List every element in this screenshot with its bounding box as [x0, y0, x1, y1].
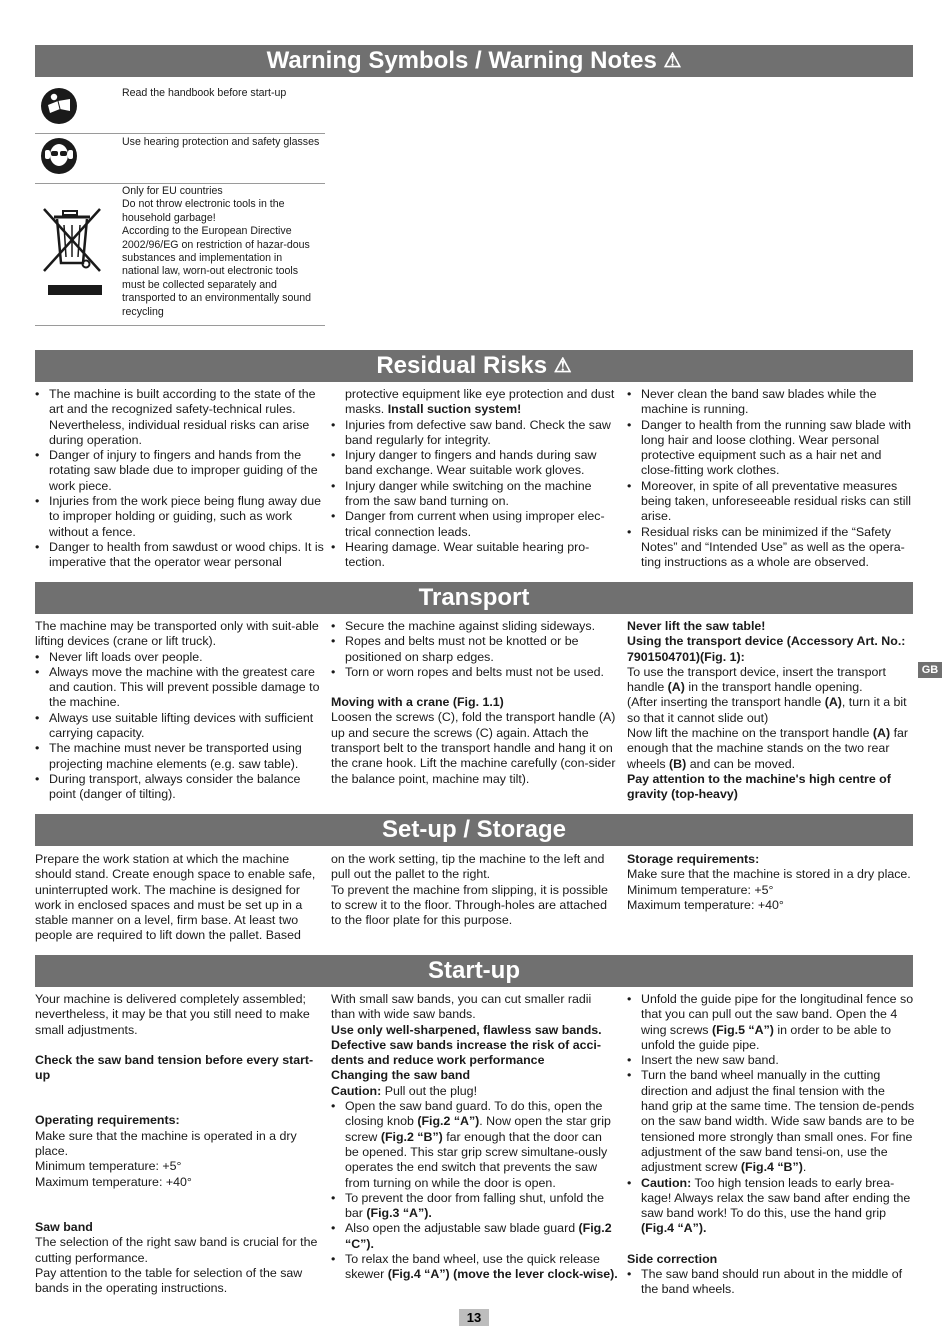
list-item: • Hearing damage. Wear suitable hearing pro-tection. [331, 540, 617, 571]
warning-text-hearing: Use hearing protection and safety glasses [122, 136, 320, 148]
list-item: • Never clean the band saw blades while the machine is running. [627, 387, 915, 418]
transport-col-3 [627, 619, 915, 803]
text: To use the transport device, insert the transport handle [627, 664, 886, 695]
subheading: Never lift the saw table! [627, 619, 766, 633]
list-item: • Injury danger to fingers and hands during saw band exchange. Wear suitable work gloves. [331, 448, 617, 479]
bold-text: (Fig.4 “A”) (move the lever clock-wise). [387, 1267, 618, 1282]
transport-col-2 [331, 619, 618, 787]
bold-text: Install suction system! [387, 402, 522, 417]
transport-col-1 [35, 619, 325, 803]
startup-col-1 [35, 992, 325, 1296]
text: far enough that the machine stands on the two rear wheels [627, 726, 909, 771]
list-item: • Never lift loads over people. [35, 650, 325, 665]
subheading: Storage requirements: [627, 852, 760, 866]
section-header-residual [35, 350, 913, 382]
section-header-transport [35, 582, 913, 614]
paragraph: Loosen the screws (C), fold the transport handle (A) up and secure the screws (C) again. Attach the transport belt to the transport handle and hang it on the crane hook. Lift the machine carefully (con-sider the balance point, machine may tilt). [331, 710, 616, 786]
bold-text: (Fig.4 “A”). [641, 1221, 707, 1236]
section-header-startup [35, 955, 913, 987]
paragraph: Minimum temperature: +5° [627, 882, 774, 897]
list-item: • Danger of injury to fingers and hands from the rotating saw blade due to improper guiding of the work piece. [35, 448, 325, 494]
bold-text: (Fig.2 “A”) [417, 1114, 480, 1129]
handbook-icon [40, 87, 78, 125]
subheading: Check the saw band tension before every start-up [35, 1052, 314, 1083]
text: . Now open the star grip screw [345, 1114, 611, 1144]
list-item: • Insert the new saw band. [627, 1053, 915, 1068]
bold-text: (Fig.5 “A”) [711, 1022, 774, 1037]
list-item: • The machine is built according to the state of the art and the recognized safety-technical rules. Nevertheless, individual residual risks can arise during operation. [35, 387, 325, 448]
section-header-warning [35, 45, 913, 77]
text: Pull out the plug! [384, 1083, 478, 1098]
subheading: Moving with a crane (Fig. 1.1) [331, 695, 504, 710]
subheading: Side correction [627, 1251, 718, 1266]
list-item [331, 1191, 618, 1222]
paragraph: Prepare the work station at which the machine should stand. Create enough space to enable safe, uninterrupted work. The machine is designed for work in enclosed spaces and must be set up in a stable manner on a level, firm base. At least two people are required to lift down the pallet. Based [35, 852, 316, 943]
subheading: Saw band [35, 1219, 93, 1234]
text: protective equipment like eye protection and dust masks. [345, 387, 615, 417]
text: and can be moved. [689, 756, 796, 771]
warning-title: Warning Symbols / Warning Notes [266, 47, 657, 74]
transport-title: Transport [418, 584, 530, 611]
paragraph: Maximum temperature: +40° [627, 897, 784, 912]
text: To relax the band wheel, use the quick release skewer [345, 1252, 600, 1282]
setup-col-3 [627, 852, 915, 913]
list-item: • Secure the machine against sliding sideways. [331, 619, 618, 634]
list-item: • Danger to health from sawdust or wood chips. It is imperative that the operator wear personal [35, 540, 325, 571]
subheading: Operating requirements: [35, 1113, 180, 1128]
bold-text: (Fig.4 “B”) [740, 1160, 803, 1175]
text: far enough that the door can be opened. This star grip screw simultane-ously operates the end switch that prevents the saw from turning on while the door is open. [345, 1129, 608, 1190]
list-item [331, 1099, 618, 1191]
paragraph: The selection of the right saw band is crucial for the cutting performance. [35, 1235, 318, 1265]
list-item: • Danger to health from the running saw blade with long hair and loose clothing. Wear personal protective equipment such as a hair net and close-fitting work clothes. [627, 418, 915, 479]
text: Unfold the guide pipe for the longitudinal fence so that you can pull out the saw band. Open the 4 wing screws [641, 992, 914, 1037]
list-item: • Always use suitable lifting devices with sufficient carrying capacity. [35, 711, 325, 742]
text: Also open the adjustable saw blade guard [345, 1221, 576, 1236]
list-item: • Ropes and belts must not be knotted or be positioned on sharp edges. [331, 634, 618, 665]
bold-text: (Fig.2 “C”). [345, 1221, 612, 1251]
bold-text: (B) [669, 756, 687, 771]
startup-title: Start-up [428, 957, 520, 984]
list-item [331, 1252, 618, 1283]
startup-col-3 [627, 992, 915, 1298]
paragraph: Maximum temperature: +40° [35, 1174, 192, 1189]
list-item-continued [331, 387, 617, 418]
bold-text: (A) [824, 695, 842, 710]
bold-text: (A) [872, 726, 891, 741]
list-item [627, 992, 915, 1053]
text: , turn it a bit so that it cannot slide out) [627, 695, 907, 725]
paragraph: Minimum temperature: +5° [35, 1159, 182, 1174]
paragraph [627, 665, 915, 696]
warning-text-disposal: Only for EU countries Do not throw electronic tools in the household garbage! According to the European Directive 2002/96/EG on restriction of hazar-dous substances and implementation in national law, worn-out electronic tools must be collected separately and transported to an environmentally sound recycling [122, 185, 312, 318]
hearing-glasses-icon [40, 137, 78, 175]
caution-label: Caution: [331, 1083, 382, 1098]
residual-title: Residual Risks [376, 352, 548, 379]
bold-text: (Fig.2 “B”) [380, 1129, 443, 1144]
bold-text: (A) [667, 680, 685, 695]
paragraph: on the work setting, tip the machine to the left and pull out the pallet to the right. To prevent the machine from slipping, it is possible to screw it to the floor. Through-holes are attached to the floor plate for this purpose. [331, 852, 608, 928]
text: Now lift the machine on the transport handle [627, 726, 870, 741]
text: in the transport handle opening. [688, 680, 863, 695]
text: (After inserting the transport handle [627, 695, 822, 710]
paragraph [627, 726, 915, 772]
list-item: • Residual risks can be minimized if the “Safety Notes” and “Intended Use” as well as the opera-ting instructions as a whole are observed. [627, 525, 915, 571]
text: Turn the band wheel manually in the cutting direction and adjust the final tension with the hand grip at the same time. The tension de-pends on the saw band width. Wide saw bands are to be tensioned more strongly than small ones. For fine adjustment of the saw band tensi-on, use the adjustment screw [641, 1068, 915, 1175]
list-item [331, 1221, 618, 1252]
list-item: • The machine must never be transported using projecting machine elements (e.g. saw table). [35, 741, 325, 772]
paragraph: Pay attention to the table for selection of the saw bands in the operating instructions. [35, 1265, 303, 1296]
warning-text-handbook: Read the handbook before start-up [122, 87, 287, 99]
paragraph: The machine may be transported only with suit-able lifting devices (crane or lift truck). [35, 619, 319, 649]
text: in order to be able to unfold the guide pipe. [641, 1022, 892, 1052]
caution-label: Caution: [641, 1175, 692, 1190]
warning-triangle-icon: ⚠ [663, 50, 682, 72]
text: Too high tension leads to early brea-kage! Always relax the saw band after ending the saw band work! To do this, use the hand grip [641, 1175, 911, 1221]
residual-col-3 [627, 387, 915, 571]
residual-col-2 [331, 387, 617, 571]
list-item: • Turn the band wheel manually in the cutting direction and adjust the final tension with the hand grip at the same time. The tension de-pends on the saw band width. Wide saw bands are to be tensioned more strongly than small ones. For fine adjustment of the saw band tensi-on, use the adjustment screw (Fig.4 “B”). [627, 1068, 915, 1175]
list-item: • Injury danger while switching on the machine from the saw band turning on. [331, 479, 617, 510]
list-item [627, 1176, 915, 1237]
paragraph [331, 1084, 618, 1099]
setup-col-2 [331, 852, 618, 928]
list-item: • Torn or worn ropes and belts must not be used. [331, 665, 618, 680]
text: Open the saw band guard. To do this, open the closing knob [345, 1099, 603, 1129]
residual-col-1 [35, 387, 325, 571]
bold-paragraph: Use only well-sharpened, flawless saw bands. Defective saw bands increase the risk of acci-dents and reduce work performance [331, 1022, 602, 1068]
subheading: Changing the saw band [331, 1068, 471, 1083]
setup-col-1 [35, 852, 325, 944]
section-header-setup [35, 814, 913, 846]
paragraph: Make sure that the machine is operated in a dry place. [35, 1128, 297, 1159]
list-item: • Injuries from defective saw band. Check the saw band regularly for integrity. [331, 418, 617, 449]
list-item: • Danger from current when using improper elec-trical connection leads. [331, 509, 617, 540]
crossed-bin-icon [42, 205, 104, 297]
list-item: • The saw band should run about in the middle of the band wheels. [627, 1267, 915, 1298]
paragraph: With small saw bands, you can cut smaller radii than with wide saw bands. [331, 992, 592, 1022]
text: To prevent the door from falling shut, unfold the bar [345, 1190, 604, 1221]
list-item: • Always move the machine with the greatest care and caution. This will prevent possible damage to the machine. [35, 665, 325, 711]
subheading: Pay attention to the machine's high centre of gravity (top-heavy) [627, 771, 891, 802]
bold-text: (Fig.3 “A”). [366, 1206, 432, 1221]
paragraph [627, 695, 915, 726]
list-item: • Injuries from the work piece being flung away due to improper holding or guiding, such as work without a fence. [35, 494, 325, 540]
language-tab-gb: GB [918, 662, 942, 678]
list-item: • During transport, always consider the balance point (danger of tilting). [35, 772, 325, 803]
startup-col-2 [331, 992, 618, 1283]
paragraph: Your machine is delivered completely assembled; nevertheless, it may be that you still need to make small adjustments. [35, 992, 310, 1037]
page-number: 13 [459, 1309, 489, 1326]
list-item: • Moreover, in spite of all preventative measures being taken, unforeseeable residual risks can still arise. [627, 479, 915, 525]
warning-triangle-icon: ⚠ [553, 355, 572, 377]
subheading: Using the transport device (Accessory Art. No.: 7901504701)(Fig. 1): [627, 634, 906, 664]
paragraph: Make sure that the machine is stored in a dry place. [627, 867, 911, 882]
setup-title: Set-up / Storage [381, 816, 567, 843]
